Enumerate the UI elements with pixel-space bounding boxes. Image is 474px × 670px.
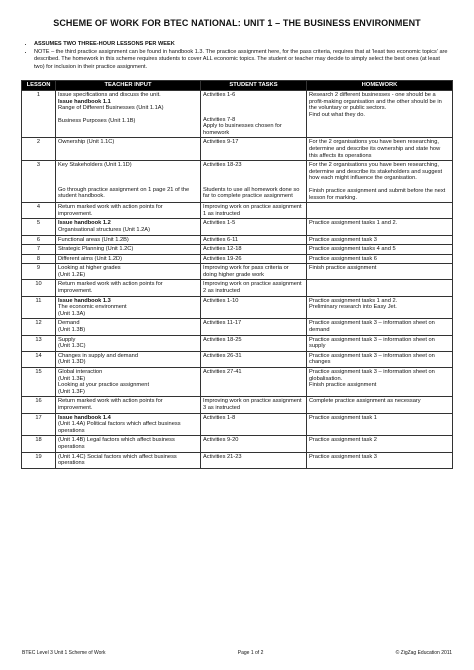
lesson-number: 17 [22,413,56,436]
student-tasks-cell-line: Activities 11-17 [203,320,242,327]
homework-cell [307,280,453,296]
homework-cell-line: Finish practice assignment [309,265,377,272]
teacher-input-cell [56,264,201,280]
student-tasks-cell-line: Activities 9-17 [203,139,239,146]
homework-cell [307,161,453,203]
teacher-input-cell-line: Organisational structures (Unit 1.2A) [58,226,150,233]
lesson-number: 6 [22,235,56,245]
homework-cell [307,245,453,255]
teacher-input-cell-line: Global interaction [58,369,103,375]
homework-cell-line: Practice assignment task 3 – information sheet on globalisation. [309,369,435,382]
teacher-input-cell-line: (Unit 1.3F) [58,388,85,395]
teacher-input-cell-line: Different aims (Unit 1.2D) [58,255,123,262]
teacher-input-cell-line: Supply [58,336,76,343]
student-tasks-cell [201,235,307,245]
homework-cell-line: Complete practice assignment as necessary [309,398,421,405]
table-row [22,219,453,235]
homework-cell [307,319,453,335]
student-tasks-cell-line: Activities 26-31 [203,352,242,359]
lesson-number: 10 [22,280,56,296]
homework-cell [307,351,453,367]
teacher-input-cell-line: (Unit 1.3A) [58,310,86,317]
table-row [22,138,453,161]
homework-cell-line: Practice assignment tasks 4 and 5 [309,246,396,253]
homework-cell [307,235,453,245]
page-title: SCHEME OF WORK FOR BTEC NATIONAL: UNIT 1 – THE BUSINESS ENVIRONMENT [53,18,421,28]
homework-cell-line [309,204,450,210]
table-row [22,264,453,280]
table-row [22,397,453,413]
teacher-input-cell-line: Demand [58,320,80,327]
student-tasks-cell [201,203,307,219]
homework-cell-line: Practice assignment task 1 [309,414,377,421]
teacher-input-cell-line: Key Stakeholders (Unit 1.1D) [58,162,132,169]
homework-cell-line: Practice assignment task 6 [309,255,377,262]
student-tasks-cell-line: Activities 1-8 [203,414,236,421]
teacher-input-cell [56,235,201,245]
student-tasks-cell [201,368,307,397]
teacher-input-cell-line: (Unit 1.3E) [58,375,86,382]
teacher-input-cell-line: Looking at higher grades [58,265,121,272]
footer-copyright: © ZigZag Education 2011 [395,650,452,656]
teacher-input-cell-line: Issue handbook 1.1 [58,98,111,105]
student-tasks-cell [201,413,307,436]
teacher-input-cell [56,245,201,255]
header-homework: HOMEWORK [307,81,453,91]
homework-cell [307,368,453,397]
teacher-input-cell-line: Issue specifications and discuss the unit. [58,92,161,98]
teacher-input-cell [56,397,201,413]
student-tasks-cell-line: Activities 1-10 [203,297,239,304]
teacher-input-cell-line: (Unit 1.2E) [58,271,86,278]
homework-cell [307,203,453,219]
student-tasks-cell-line: Activities 7-8 [203,116,236,123]
student-tasks-cell [201,219,307,235]
student-tasks-cell [201,245,307,255]
teacher-input-cell [56,351,201,367]
teacher-input-cell-line: (Unit 1.4B) Legal factors which affect business operations [58,437,175,450]
teacher-input-cell [56,319,201,335]
lesson-number: 5 [22,219,56,235]
lesson-number: 1 [22,91,56,138]
student-tasks-cell [201,161,307,203]
student-tasks-cell-line: Activities 9-20 [203,437,239,444]
lesson-number: 18 [22,436,56,452]
teacher-input-cell [56,254,201,264]
student-tasks-cell [201,280,307,296]
teacher-input-cell-line: Strategic Planning (Unit 1.2C) [58,246,134,253]
teacher-input-cell [56,91,201,138]
scheme-table [21,80,453,469]
homework-cell [307,264,453,280]
student-tasks-cell-line: Apply to businesses chosen for homework [203,123,282,136]
student-tasks-cell-line: Improving work for pass criteria or doing higher grade work [203,265,289,278]
homework-cell [307,219,453,235]
table-row [22,452,453,468]
teacher-input-cell-line: Range of Different Businesses (Unit 1.1A) [58,105,164,112]
teacher-input-cell-line: Go through practice assignment on 1 page 21 of the student handbook. [58,186,190,200]
student-tasks-cell [201,397,307,413]
lesson-number: 19 [22,452,56,468]
homework-cell-line: Finish practice assignment and submit before the next lesson for marking. [309,187,446,201]
lesson-number: 15 [22,368,56,397]
lesson-number: 14 [22,351,56,367]
student-tasks-cell-line: Activities 12-18 [203,246,242,253]
teacher-input-cell-line: (Unit 1.3D) [58,359,86,366]
table-row [22,245,453,255]
student-tasks-cell-line: Improving work on practice assignment 2 as instructed [203,281,302,295]
table-row [22,413,453,436]
teacher-input-cell-line: Changes in supply and demand [58,352,138,359]
student-tasks-cell [201,319,307,335]
table-row [22,319,453,335]
homework-cell [307,436,453,452]
teacher-input-cell [56,436,201,452]
note-text: • NOTE – the third practice assignment can be found in handbook 1.3. The practice assignment here, for the pass criteria, requires that at ‘least two economic topics’ are described. The homework in this scheme requires students to cover ALL economic topics. The student or teacher may decide to simply select the best ones (at least two) for inclusion in their practice assignment. [34,49,452,72]
homework-cell-line: Practice assignment tasks 1 and 2. [309,297,398,304]
homework-cell [307,296,453,319]
student-tasks-cell-line: Activities 18-23 [203,162,242,169]
student-tasks-cell [201,335,307,351]
teacher-input-cell-line: Return marked work with action points for improvement. [58,204,163,217]
table-row [22,203,453,219]
student-tasks-cell-line: Students to use all homework done so far to complete practice assignment [203,186,300,200]
student-tasks-cell-line: Activities 6-11 [203,236,238,243]
teacher-input-cell [56,335,201,351]
student-tasks-cell-line: Improving work on practice assignment 1 as instructed [203,204,302,217]
table-header-row [22,81,453,91]
lesson-number: 3 [22,161,56,203]
teacher-input-cell [56,219,201,235]
header-teacher-input: TEACHER INPUT [56,81,201,91]
homework-cell [307,413,453,436]
table-row [22,351,453,367]
homework-cell-line: Preliminary research into Easy Jet. [309,304,397,311]
footer-page-number: Page 1 of 2 [237,650,264,656]
homework-cell [307,452,453,468]
homework-cell [307,138,453,161]
homework-cell [307,91,453,138]
table-row [22,335,453,351]
homework-cell-line: Practice assignment task 3 [309,453,377,460]
teacher-input-cell-line: Issue handbook 1.2 [58,220,111,227]
table-row [22,91,453,138]
student-tasks-cell-line: Activities 19-26 [203,255,242,262]
teacher-input-cell-line: Issue handbook 1.3 [58,297,111,304]
homework-cell-line: Research 2 different businesses - one should be a profit-making organisation and the other should be in the voluntary or public sectors. [309,92,442,112]
student-tasks-cell [201,351,307,367]
student-tasks-cell [201,254,307,264]
teacher-input-cell-line: (Unit 1.4C) Social factors which affect business operations [58,453,177,467]
homework-cell-line: Find out what they do. [309,111,365,118]
table-row [22,368,453,397]
student-tasks-cell [201,296,307,319]
teacher-input-cell [56,161,201,203]
teacher-input-cell-line: The economic environment [58,304,127,311]
notes-list [24,41,452,71]
table-row [22,280,453,296]
homework-cell-line: Practice assignment tasks 1 and 2. [309,220,398,227]
teacher-input-cell [56,368,201,397]
student-tasks-cell [201,436,307,452]
lesson-number: 16 [22,397,56,413]
lesson-number: 4 [22,203,56,219]
teacher-input-cell-line: Ownership (Unit 1.1C) [58,139,115,146]
lesson-number: 12 [22,319,56,335]
student-tasks-cell-line: Activities 1-5 [203,220,236,227]
header-lesson: LESSON [22,81,56,91]
teacher-input-cell [56,413,201,436]
homework-cell-line [309,281,450,287]
teacher-input-cell-line: Return marked work with action points for improvement. [58,281,163,295]
student-tasks-cell [201,138,307,161]
student-tasks-cell-line: Activities 1-6 [203,92,236,98]
teacher-input-cell-line: Business Purposes (Unit 1.1B) [58,117,136,124]
lesson-number: 2 [22,138,56,161]
homework-cell-line: For the 2 organisations you have been researching, determine and describe its stakeholders and suggest how each might influence the organisation. [309,162,443,182]
teacher-input-cell [56,138,201,161]
page-footer [22,650,452,656]
homework-cell-line: For the 2 organisations you have been researching, determine and describe its ownership and state how this affects its operations [309,139,441,159]
table-row [22,296,453,319]
teacher-input-cell-line: (Unit 1.4A) Political factors which affect business operations [58,421,181,434]
student-tasks-cell-line: Activities 27-41 [203,369,242,375]
table-body [22,91,453,469]
teacher-input-cell [56,203,201,219]
teacher-input-cell [56,452,201,468]
student-tasks-cell [201,91,307,138]
header-student-tasks: STUDENT TASKS [201,81,307,91]
teacher-input-cell-line: (Unit 1.3C) [58,343,86,350]
lesson-number: 13 [22,335,56,351]
footer-left: BTEC Level 3 Unit 1 Scheme of Work [22,650,106,656]
student-tasks-cell-line: Activities 21-23 [203,453,242,460]
table-row [22,436,453,452]
student-tasks-cell-line: Improving work on practice assignment 3 as instructed [203,398,302,411]
homework-cell [307,335,453,351]
table-row [22,235,453,245]
student-tasks-cell-line: Activities 18-25 [203,336,242,343]
teacher-input-cell-line: Looking at your practice assignment [58,382,150,389]
homework-cell-line: Practice assignment task 3 – information sheet on changes [309,352,435,366]
assumption-note: • ASSUMES TWO THREE-HOUR LESSONS PER WEEK [34,41,452,49]
homework-cell-line: Practice assignment task 3 [309,236,377,243]
lesson-number: 9 [22,264,56,280]
homework-cell [307,254,453,264]
teacher-input-cell-line: (Unit 1.3B) [58,327,86,334]
teacher-input-cell [56,296,201,319]
homework-cell [307,397,453,413]
student-tasks-cell [201,264,307,280]
homework-cell-line: Practice assignment task 2 [309,437,377,444]
homework-cell-line: Practice assignment task 3 – information sheet on demand [309,320,435,334]
teacher-input-cell-line: Return marked work with action points for improvement. [58,398,163,411]
teacher-input-cell-line: Functional areas (Unit 1.2B) [58,236,129,243]
table-row [22,254,453,264]
lesson-number: 11 [22,296,56,319]
teacher-input-cell [56,280,201,296]
teacher-input-cell-line: Issue handbook 1.4 [58,414,111,421]
homework-cell-line: Practice assignment task 3 – information sheet on supply [309,336,435,350]
table-row [22,161,453,203]
homework-cell-line: Finish practice assignment [309,382,377,389]
lesson-number: 8 [22,254,56,264]
student-tasks-cell [201,452,307,468]
lesson-number: 7 [22,245,56,255]
